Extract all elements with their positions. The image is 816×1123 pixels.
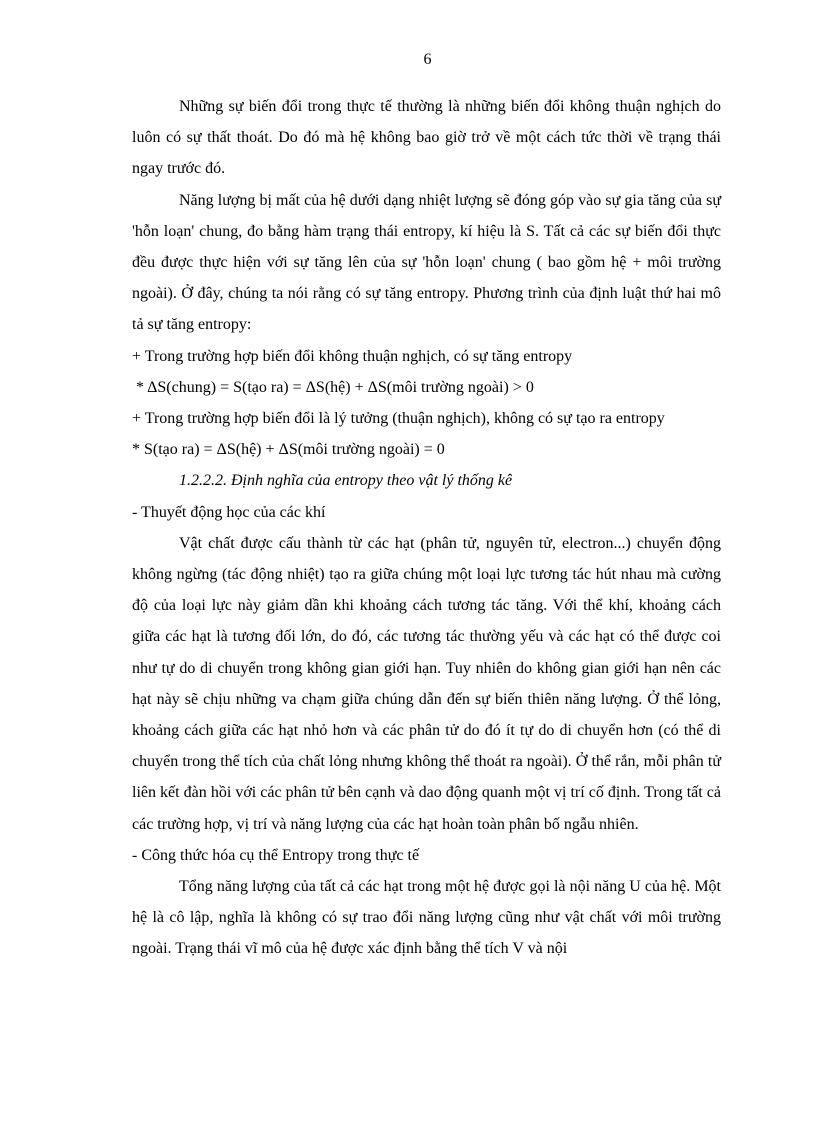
formula-entropy-reversible: * S(tạo ra) = ΔS(hệ) + ΔS(môi trường ngoài) = 0 <box>132 441 445 459</box>
paragraph-irreversible-changes: Những sự biến đổi trong thực tế thường là những biến đổi không thuận nghịch do luôn có sự thất thoát. Do đó mà hệ không bao giờ trở về một cách tức thời về trạng thái ngay trước đó. <box>132 98 721 178</box>
case-irreversible: + Trong trường hợp biến đổi không thuận nghịch, có sự tăng entropy <box>132 347 573 365</box>
subheading-entropy-formula: - Công thức hóa cụ thể Entropy trong thực tế <box>132 846 420 864</box>
section-heading: 1.2.2.2. Định nghĩa của entropy theo vật lý thống kê <box>179 472 513 490</box>
case-reversible: + Trong trường hợp biến đổi là lý tưởng (thuận nghịch), không có sự tạo ra entropy <box>132 410 665 428</box>
paragraph-entropy-increase: Năng lượng bị mất của hệ dưới dạng nhiệt lượng sẽ đóng góp vào sự gia tăng của sự 'hỗn loạn' chung, đo bằng hàm trạng thái entropy, kí hiệu là S. Tất cả các sự biến đổi thực đều được thực hiện với sự tăng lên của sự 'hỗn loạn' chung ( bao gồm hệ + môi trường ngoài). Ở đây, chúng ta nói rằng có sự tăng entropy. Phương trình của định luật thứ hai mô tả sự tăng entropy: <box>132 191 721 334</box>
paragraph-kinetic-theory: Vật chất được cấu thành từ các hạt (phân tử, nguyên tử, electron...) chuyển động không ngừng (tác động nhiệt) tạo ra giữa chúng một loại lực tương tác hút nhau mà cường độ của loại lực này giảm dần khi khoảng cách tương tác tăng. Với thể khí, khoảng cách giữa các hạt là tương đối lớn, do đó, các tương tác thường yếu và các hạt có thể được coi như tự do di chuyển trong không gian giới hạn. Tuy nhiên do không gian giới hạn nên các hạt này sẽ chịu những va chạm giữa chúng dẫn đến sự biến thiên năng lượng. Ở thể lỏng, khoảng cách giữa các hạt nhỏ hơn và các phân tử do đó ít tự do di chuyển hơn (có thể di chuyển trong thể tích của chất lỏng nhưng không thể thoát ra ngoài). Ở thể rắn, mỗi phân tử liên kết đàn hồi với các phân tử bên cạnh và dao động quanh một vị trí cố định. Trong tất cả các trường hợp, vị trí và năng lượng của các hạt hoàn toàn phân bố ngẫu nhiên. <box>132 534 721 833</box>
paragraph-internal-energy: Tổng năng lượng của tất cả các hạt trong một hệ được gọi là nội năng U của hệ. Một hệ là cô lập, nghĩa là không có sự trao đổi năng lượng cũng như vật chất với môi trường ngoài. Trạng thái vĩ mô của hệ được xác định bằng thể tích V và nội <box>132 878 721 958</box>
subheading-kinetic-theory: - Thuyết động học của các khí <box>132 503 326 521</box>
formula-entropy-irreversible: * ΔS(chung) = S(tạo ra) = ΔS(hệ) + ΔS(môi trường ngoài) > 0 <box>132 378 534 396</box>
document-body <box>132 91 721 965</box>
page-number: 6 <box>423 51 432 68</box>
